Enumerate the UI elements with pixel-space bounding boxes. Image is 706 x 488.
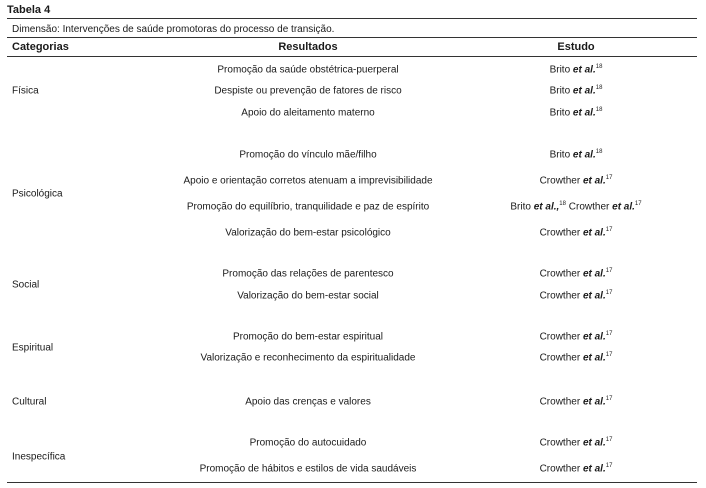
dimension-caption: Dimensão: Intervenções de saúde promotoras do processo de transição. bbox=[12, 24, 335, 35]
study-etal: et al. bbox=[572, 149, 596, 161]
study-reference: 17 bbox=[605, 437, 613, 444]
study-reference: 17 bbox=[605, 175, 613, 182]
result-cell: Apoio do aleitamento materno bbox=[241, 107, 375, 119]
result-cell: Promoção do vínculo mãe/filho bbox=[239, 149, 377, 161]
study-author: Crowther bbox=[539, 352, 583, 364]
study-etal: et al. bbox=[582, 268, 606, 280]
study-cell bbox=[540, 176, 613, 187]
study-etal: et al. bbox=[572, 64, 596, 76]
study-reference: 17 bbox=[605, 268, 613, 275]
study-author: Crowther bbox=[539, 396, 583, 408]
study-cell bbox=[540, 291, 613, 302]
result-cell: Apoio e orientação corretos atenuam a imprevisibilidade bbox=[183, 175, 433, 187]
result-cell: Promoção do equilíbrio, tranquilidade e paz de espírito bbox=[186, 201, 430, 213]
study-reference: 17 bbox=[605, 463, 613, 470]
header-study: Estudo bbox=[557, 41, 595, 53]
table-label: Tabela 4 bbox=[7, 4, 51, 16]
study-reference: 17 bbox=[605, 396, 613, 403]
study-author: Crowther bbox=[539, 268, 583, 280]
result-cell: Promoção do autocuidado bbox=[249, 437, 367, 449]
top-rule bbox=[7, 18, 697, 19]
header-categories: Categorias bbox=[12, 41, 69, 53]
study-etal: et al. bbox=[572, 107, 596, 119]
study-cell bbox=[540, 269, 613, 280]
bottom-rule bbox=[7, 482, 697, 483]
study-reference: 17 bbox=[605, 331, 613, 338]
study-reference: 18 bbox=[559, 201, 566, 208]
study-author: Brito bbox=[549, 149, 573, 161]
study-author: Crowther bbox=[539, 331, 583, 343]
study-reference: 18 bbox=[595, 107, 603, 114]
study-reference: 17 bbox=[605, 227, 613, 234]
study-cell bbox=[550, 108, 603, 119]
category-label: Física bbox=[12, 85, 39, 97]
category-label: Espiritual bbox=[12, 342, 54, 354]
study-cell bbox=[540, 228, 613, 239]
study-etal: et al. bbox=[582, 396, 606, 408]
study-author: Brito bbox=[510, 201, 534, 213]
study-author: Crowther bbox=[539, 290, 583, 302]
study-cell bbox=[540, 438, 613, 449]
result-cell: Apoio das crenças e valores bbox=[245, 396, 371, 408]
caption-rule bbox=[7, 37, 697, 38]
header-results: Resultados bbox=[278, 41, 338, 53]
study-cell bbox=[550, 65, 603, 76]
study-cell bbox=[540, 353, 613, 364]
study-reference: 18 bbox=[595, 149, 603, 156]
study-etal: et al. bbox=[582, 290, 606, 302]
study-etal: et al. bbox=[582, 437, 606, 449]
result-cell: Promoção do bem-estar espiritual bbox=[232, 331, 384, 343]
study-author: Crowther bbox=[539, 463, 583, 475]
study-author: Brito bbox=[549, 85, 573, 97]
study-reference: 18 bbox=[595, 85, 603, 92]
result-cell: Promoção de hábitos e estilos de vida saudáveis bbox=[199, 463, 417, 475]
study-cell bbox=[540, 464, 613, 475]
category-label: Social bbox=[12, 279, 40, 291]
study-etal: et al., bbox=[533, 201, 560, 213]
study-reference: 17 bbox=[605, 352, 613, 359]
study-author: Crowther bbox=[539, 175, 583, 187]
study-reference: 17 bbox=[605, 290, 613, 297]
study-author: Crowther bbox=[539, 227, 583, 239]
result-cell: Promoção da saúde obstétrica-puerperal bbox=[217, 64, 399, 76]
study-etal: et al. bbox=[582, 463, 606, 475]
study-cell bbox=[540, 397, 613, 408]
study-cell bbox=[540, 332, 613, 343]
study-etal: et al. bbox=[572, 85, 596, 97]
study-author: Crowther bbox=[539, 437, 583, 449]
result-cell: Promoção das relações de parentesco bbox=[222, 268, 394, 280]
result-cell: Despiste ou prevenção de fatores de risco bbox=[214, 85, 402, 97]
study-reference: 17 bbox=[634, 201, 642, 208]
result-cell: Valorização e reconhecimento da espiritualidade bbox=[200, 352, 416, 364]
study-author: Brito bbox=[549, 107, 573, 119]
study-author: Crowther bbox=[568, 201, 613, 213]
study-etal: et al. bbox=[612, 201, 635, 213]
category-label: Cultural bbox=[12, 396, 47, 408]
study-cell bbox=[510, 202, 641, 213]
study-reference: 18 bbox=[595, 64, 603, 71]
study-author: Brito bbox=[549, 64, 573, 76]
study-cell bbox=[550, 150, 603, 161]
result-cell: Valorização do bem-estar social bbox=[237, 290, 379, 302]
result-cell: Valorização do bem-estar psicológico bbox=[225, 227, 391, 239]
category-label: Inespecífica bbox=[12, 451, 66, 463]
study-etal: et al. bbox=[582, 175, 606, 187]
study-etal: et al. bbox=[582, 331, 606, 343]
study-etal: et al. bbox=[582, 227, 606, 239]
category-label: Psicológica bbox=[12, 188, 63, 200]
study-etal: et al. bbox=[582, 352, 606, 364]
study-cell bbox=[550, 86, 603, 97]
header-rule bbox=[7, 56, 697, 57]
